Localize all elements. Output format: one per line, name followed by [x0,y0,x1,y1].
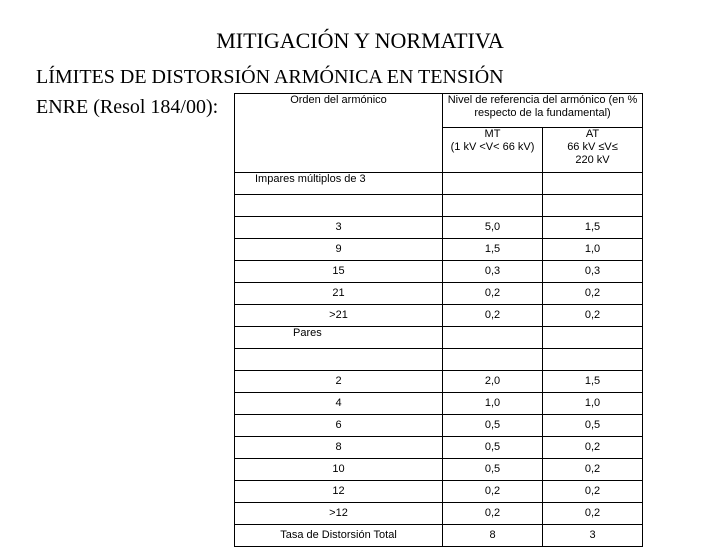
empty-cell [543,195,643,217]
harmonic-limits-table [234,93,643,547]
table-row [235,217,643,239]
table-row [235,437,643,459]
cell-order: 8 [235,437,443,459]
cell-order: >12 [235,503,443,525]
cell-at: 0,2 [543,283,643,305]
group-label-odd: Impares múltiplos de 3 [235,173,443,195]
cell-order: 9 [235,239,443,261]
table-row [235,393,643,415]
cell-mt: 0,2 [443,503,543,525]
cell-mt: 0,2 [443,305,543,327]
table-row [235,305,643,327]
empty-cell [443,195,543,217]
table-row [235,371,643,393]
cell-at: 1,5 [543,371,643,393]
source-label: ENRE (Resol 184/00): [36,96,219,118]
cell-total-mt: 8 [443,525,543,547]
group-label-even: Pares [235,327,443,349]
cell-order: 10 [235,459,443,481]
cell-order: 15 [235,261,443,283]
cell-mt: 0,2 [443,481,543,503]
table-row [235,283,643,305]
cell-at: 0,2 [543,305,643,327]
empty-cell [443,349,543,371]
header-mt [443,128,543,173]
empty-cell [543,173,643,195]
cell-at: 0,2 [543,481,643,503]
cell-order: 2 [235,371,443,393]
spacer-row [235,195,643,217]
table-row [235,481,643,503]
header-at-line2: 66 kV ≤V≤ [567,141,618,153]
table-row [235,459,643,481]
cell-mt: 0,3 [443,261,543,283]
cell-total-at: 3 [543,525,643,547]
table-row [235,261,643,283]
header-order: Orden del armónico [235,94,443,173]
group-row-even [235,327,643,349]
cell-at: 0,3 [543,261,643,283]
cell-total-label: Tasa de Distorsión Total [235,525,443,547]
empty-cell [543,349,643,371]
cell-at: 0,2 [543,503,643,525]
slide-title: MITIGACIÓN Y NORMATIVA [216,28,504,53]
table-header-row [235,94,643,128]
cell-mt: 0,5 [443,459,543,481]
cell-order: 3 [235,217,443,239]
table-row [235,239,643,261]
group-row-odd [235,173,643,195]
cell-mt: 5,0 [443,217,543,239]
cell-order: 4 [235,393,443,415]
cell-at: 0,2 [543,437,643,459]
header-mt-line1: MT [484,128,501,140]
cell-at: 0,5 [543,415,643,437]
cell-mt: 1,5 [443,239,543,261]
cell-mt: 0,5 [443,415,543,437]
table-row [235,415,643,437]
cell-order: 21 [235,283,443,305]
empty-cell [235,195,443,217]
spacer-row [235,349,643,371]
header-at-line1: AT [585,128,600,140]
cell-mt: 0,5 [443,437,543,459]
header-mt-line2: (1 kV <V< 66 kV) [450,141,535,153]
cell-mt: 1,0 [443,393,543,415]
cell-mt: 2,0 [443,371,543,393]
cell-at: 1,5 [543,217,643,239]
table-row [235,503,643,525]
cell-order: 12 [235,481,443,503]
cell-order: >21 [235,305,443,327]
empty-cell [443,173,543,195]
cell-mt: 0,2 [443,283,543,305]
cell-order: 6 [235,415,443,437]
header-at [543,128,643,173]
header-at-line3: 220 kV [575,154,610,166]
slide-subtitle: LÍMITES DE DISTORSIÓN ARMÓNICA EN TENSIÓN [36,66,504,88]
empty-cell [543,327,643,349]
empty-cell [235,349,443,371]
cell-at: 1,0 [543,239,643,261]
header-level: Nivel de referencia del armónico (en % respecto de la fundamental) [443,94,643,128]
total-row [235,525,643,547]
cell-at: 0,2 [543,459,643,481]
empty-cell [443,327,543,349]
cell-at: 1,0 [543,393,643,415]
